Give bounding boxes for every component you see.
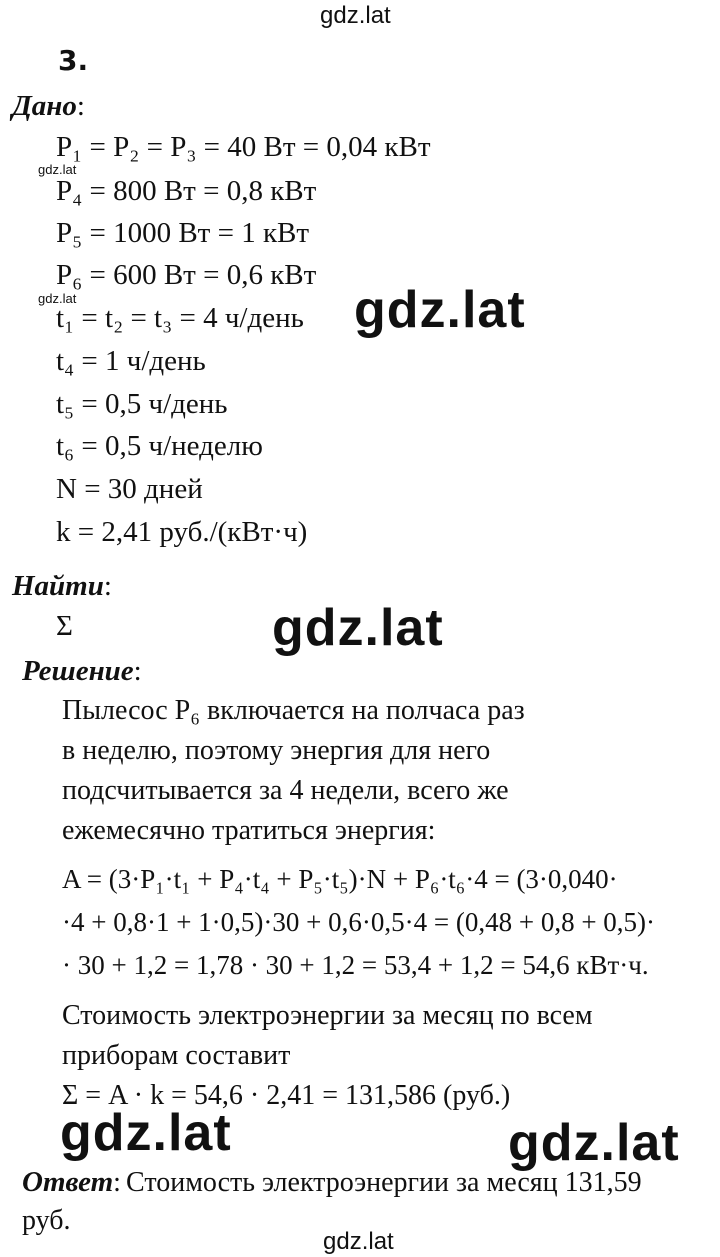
solution-label: Решение bbox=[22, 655, 134, 687]
given-line-3: P₅ = 1000 Вт = 1 кВт bbox=[56, 217, 310, 249]
given-header bbox=[12, 90, 85, 123]
answer-line-1 bbox=[22, 1166, 642, 1199]
watermark-top: gdz.lat bbox=[320, 2, 391, 29]
watermark-tiny-2: gdz.lat bbox=[38, 291, 77, 306]
cost-text-line-2: приборам составит bbox=[62, 1040, 291, 1071]
solution-text-line-4: ежемесячно тратиться энергия: bbox=[62, 815, 436, 846]
answer-text: Стоимость электроэнергии за месяц 131,59 bbox=[126, 1167, 642, 1198]
solution-text-line-2: в неделю, поэтому энергия для него bbox=[62, 735, 491, 766]
watermark-bottom: gdz.lat bbox=[323, 1228, 394, 1255]
cost-formula: Σ = A · k = 54,6 · 2,41 = 131,586 (руб.) bbox=[62, 1080, 511, 1111]
watermark-big-2: gdz.lat bbox=[272, 599, 444, 657]
watermark-big-3: gdz.lat bbox=[60, 1104, 232, 1162]
given-line-2: P₄ = 800 Вт = 0,8 кВт bbox=[56, 175, 317, 207]
given-line-4: P₆ = 600 Вт = 0,6 кВт bbox=[56, 259, 317, 291]
given-line-7: t₅ = 0,5 ч/день bbox=[56, 388, 228, 420]
find-colon: : bbox=[103, 570, 112, 602]
problem-number: 3. bbox=[58, 44, 89, 77]
given-line-8: t₆ = 0,5 ч/неделю bbox=[56, 430, 263, 462]
formula-line-2: ·4 + 0,8·1 + 1·0,5)·30 + 0,6·0,5·4 = (0,48 + 0,8 + 0,5)· bbox=[62, 907, 656, 937]
given-line-5: t₁ = t₂ = t₃ = 4 ч/день bbox=[56, 302, 304, 334]
cost-text-line-1: Стоимость электроэнергии за месяц по всем bbox=[62, 1000, 593, 1031]
given-line-1: P₁ = P₂ = P₃ = 40 Вт = 0,04 кВт bbox=[56, 131, 431, 163]
watermark-tiny-1: gdz.lat bbox=[38, 162, 77, 177]
formula-line-1: A = (3·P₁·t₁ + P₄·t₄ + P₅·t₅)·N + P₆·t₆·4 = (3·0,040· bbox=[62, 864, 618, 894]
given-colon: : bbox=[76, 90, 85, 122]
watermark-big-1: gdz.lat bbox=[354, 281, 526, 339]
solution-colon: : bbox=[133, 655, 142, 687]
answer-label: Ответ bbox=[22, 1166, 114, 1198]
solution-text-line-1: Пылесос P₆ включается на полчаса раз bbox=[62, 695, 525, 726]
find-label: Найти bbox=[12, 570, 104, 602]
solution-header bbox=[22, 655, 142, 688]
answer-line-2: руб. bbox=[22, 1205, 71, 1236]
find-header bbox=[12, 570, 112, 603]
formula-line-3: · 30 + 1,2 = 1,78 · 30 + 1,2 = 53,4 + 1,2 = 54,6 кВт·ч. bbox=[62, 950, 649, 980]
answer-colon: : bbox=[113, 1167, 121, 1198]
watermark-big-4: gdz.lat bbox=[508, 1114, 680, 1172]
given-line-9: N = 30 дней bbox=[56, 473, 203, 505]
solution-text-line-3: подсчитывается за 4 недели, всего же bbox=[62, 775, 509, 806]
given-label: Дано bbox=[12, 90, 77, 122]
find-value: Σ bbox=[56, 610, 73, 642]
given-line-6: t₄ = 1 ч/день bbox=[56, 345, 206, 377]
given-line-10: k = 2,41 руб./(кВт·ч) bbox=[56, 516, 308, 548]
